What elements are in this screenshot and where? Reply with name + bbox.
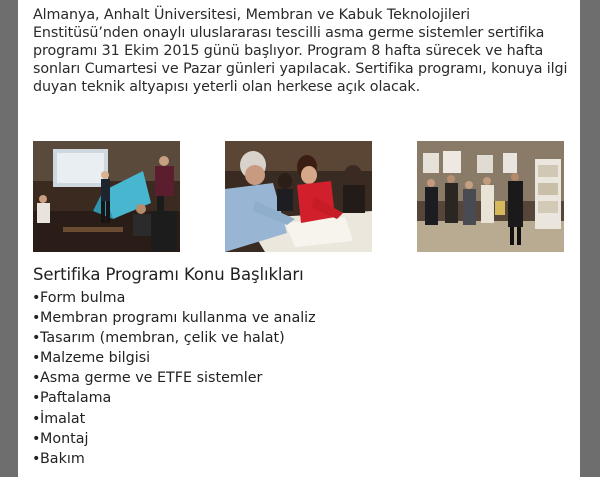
intro-paragraph: Almanya, Anhalt Üniversitesi, Membran ve Kabuk Teknolojileri Enstitüsü’nden onaylı uluslararası tescilli asma germe sistemler sertifika programı 31 Ekim 2015 günü başlıyor. Program 8 hafta sürecek ve hafta sonları Cumartesi ve Pazar günleri yapılacak. Sertifika programı, konuya ilgi duyan teknik altyapısı yeterli olan herkese açık olacak. <box>33 7 568 95</box>
list-item: • Form bulma <box>32 288 316 308</box>
topics-heading: Sertifika Programı Konu Başlıkları <box>33 265 304 284</box>
list-item: • Malzeme bilgisi <box>32 348 316 368</box>
list-item: • Tasarım (membran, çelik ve halat) <box>32 328 316 348</box>
list-item: • Bakım <box>32 449 316 469</box>
list-item: • Asma germe ve ETFE sistemler <box>32 368 316 388</box>
list-item: • Membran programı kullanma ve analiz <box>32 308 316 328</box>
exhibition-photo[interactable] <box>417 141 564 252</box>
list-item: • İmalat <box>32 409 316 429</box>
list-item: • Montaj <box>32 429 316 449</box>
content-panel <box>18 0 580 477</box>
topics-list <box>32 288 316 469</box>
presentation-photo[interactable] <box>33 141 180 252</box>
workshop-table-photo[interactable] <box>225 141 372 252</box>
list-item: • Paftalama <box>32 388 316 408</box>
